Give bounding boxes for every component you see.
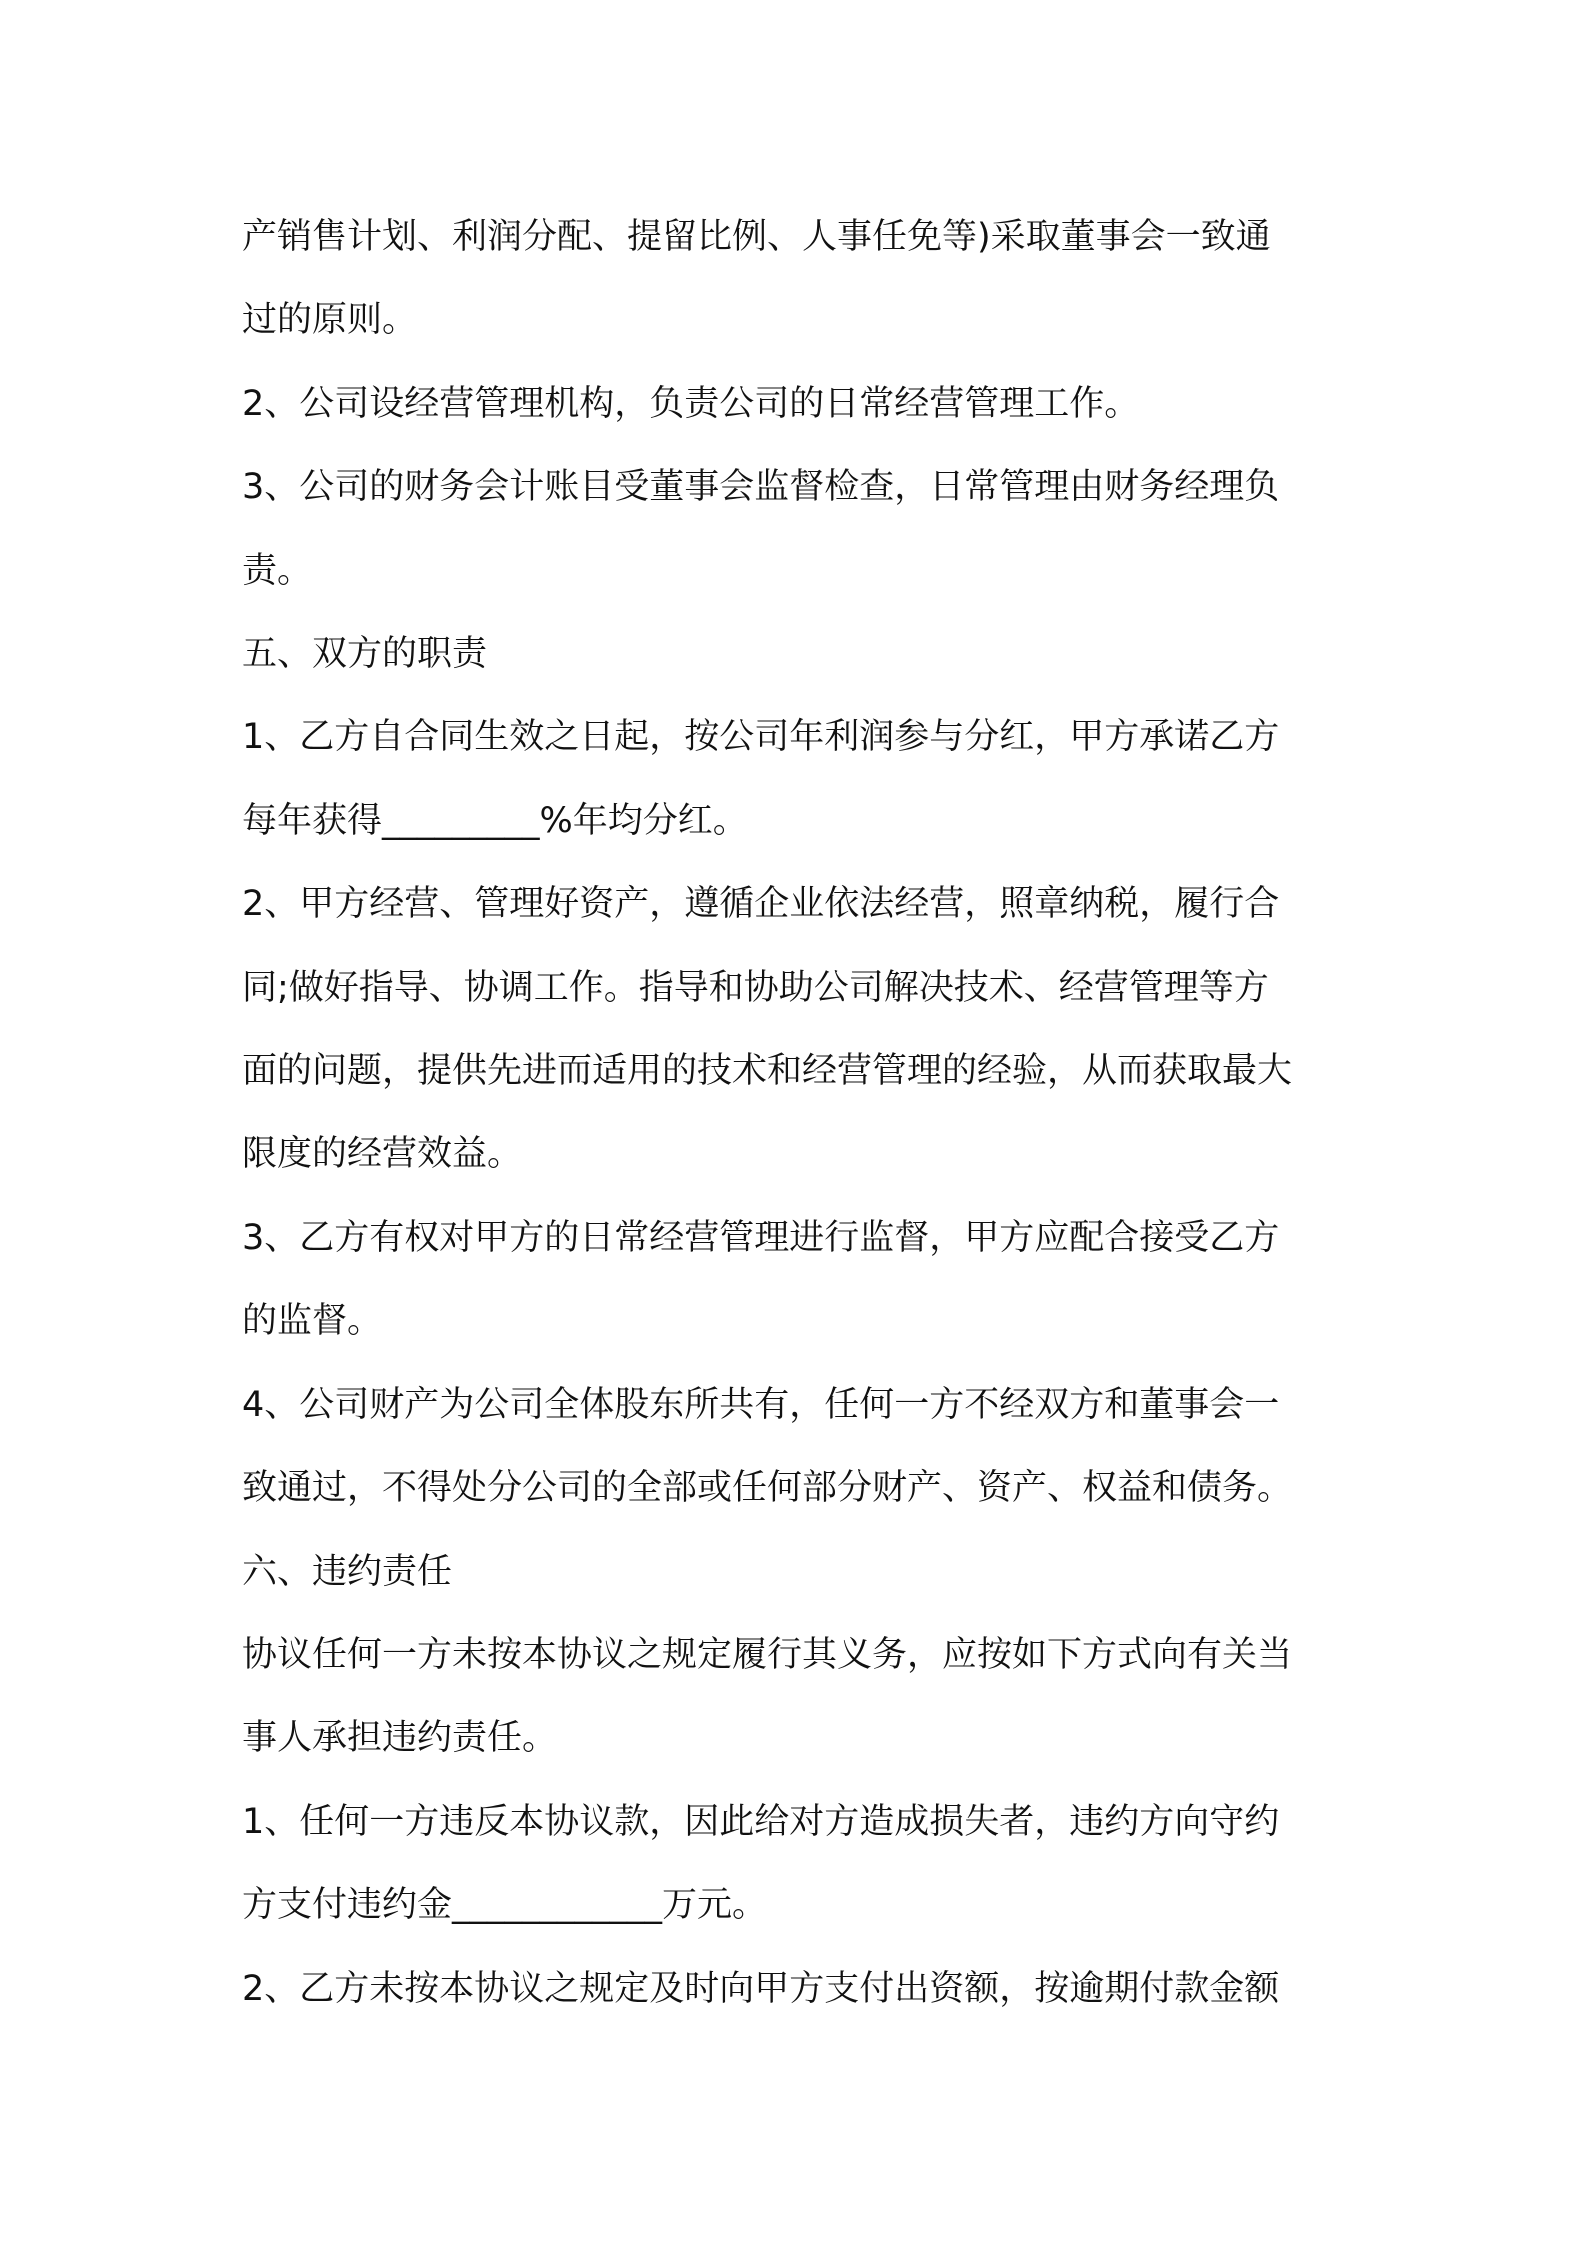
paragraph-breach-2 <box>242 1948 1367 2031</box>
document-body <box>242 196 1367 2031</box>
text-line: 2、甲方经营、管理好资产，遵循企业依法经营，照章纳税，履行合 <box>242 884 1280 925</box>
text-line: 责。 <box>242 550 313 591</box>
text-line: 3、乙方有权对甲方的日常经营管理进行监督，甲方应配合接受乙方 <box>242 1217 1280 1258</box>
text-line: 面的问题，提供先进而适用的技术和经营管理的经验，从而获取最大 <box>242 1051 1293 1092</box>
paragraph-breach-intro <box>242 1614 1367 1781</box>
paragraph-duty-3 <box>242 1197 1367 1364</box>
paragraph-duty-1 <box>242 696 1367 863</box>
text-line: 协议任何一方未按本协议之规定履行其义务，应按如下方式向有关当 <box>242 1634 1293 1675</box>
text-line: 产销售计划、利润分配、提留比例、人事任免等)采取董事会一致通 <box>242 217 1271 257</box>
section-heading-text: 六、违约责任 <box>242 1551 453 1592</box>
paragraph-duty-2 <box>242 863 1367 1197</box>
text-line: 2、公司设经营管理机构，负责公司的日常经营管理工作。 <box>242 383 1140 424</box>
text-line: 每年获得_________%年均分红。 <box>242 800 748 841</box>
paragraph-breach-1 <box>242 1781 1367 1948</box>
section-heading-duties <box>242 613 1367 696</box>
text-line: 2、乙方未按本协议之规定及时向甲方支付出资额，按逾期付款金额 <box>242 1968 1280 2009</box>
paragraph-decision-principle <box>242 196 1367 363</box>
text-line: 事人承担违约责任。 <box>242 1718 558 1759</box>
text-line: 限度的经营效益。 <box>242 1134 523 1175</box>
text-line: 1、乙方自合同生效之日起，按公司年利润参与分红，甲方承诺乙方 <box>242 717 1280 758</box>
text-line: 1、任何一方违反本协议款，因此给对方造成损失者，违约方向守约 <box>242 1801 1280 1842</box>
text-line: 同;做好指导、协调工作。指导和协助公司解决技术、经营管理等方 <box>242 967 1269 1008</box>
section-heading-text: 五、双方的职责 <box>242 634 488 675</box>
text-line: 方支付违约金____________万元。 <box>242 1885 768 1926</box>
section-heading-breach <box>242 1531 1367 1614</box>
paragraph-management-body <box>242 363 1367 446</box>
text-line: 致通过，不得处分公司的全部或任何部分财产、资产、权益和债务。 <box>242 1468 1293 1509</box>
text-line: 3、公司的财务会计账目受董事会监督检查，日常管理由财务经理负 <box>242 467 1280 508</box>
paragraph-finance-supervision <box>242 446 1367 613</box>
text-line: 的监督。 <box>242 1301 383 1342</box>
text-line: 过的原则。 <box>242 300 418 341</box>
text-line: 4、公司财产为公司全体股东所共有，任何一方不经双方和董事会一 <box>242 1384 1280 1425</box>
paragraph-duty-4 <box>242 1364 1367 1531</box>
